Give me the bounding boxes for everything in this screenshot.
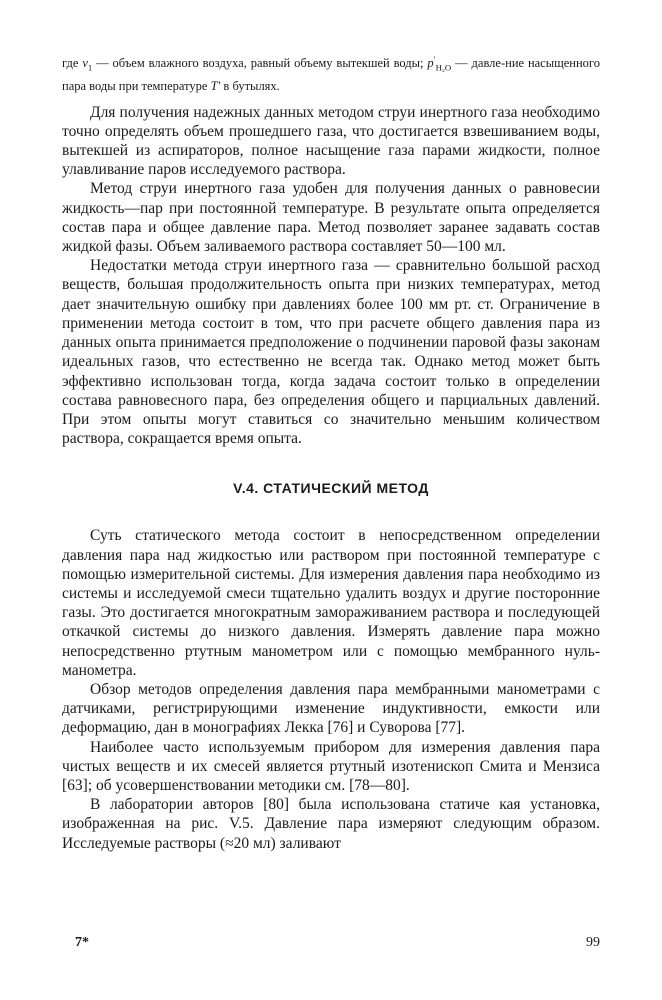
footnote-text-1: где [62,56,83,71]
var-p-subscript: H₂O [435,62,452,73]
paragraph: Обзор методов определения давления пара мембранными манометрами с датчиками, регистрирующими изменение индуктивности, емкости или деформацию, дан в монографиях Лекка [76] и Суворова [77]. [62,680,600,737]
var-p-prime: ′ [433,54,436,64]
page-body [62,50,600,853]
var-v: v [82,56,88,71]
var-t: T′ [210,79,221,94]
signature-mark: 7* [75,935,89,950]
footnote [62,50,600,96]
page-number: 99 [586,935,600,950]
var-v-subscript: 1 [87,62,93,73]
section-heading: V.4. СТАТИЧЕСКИЙ МЕТОД [233,480,429,497]
footnote-text-3: — давле-ние насыщенного пара воды при температуре [62,56,600,94]
paragraph: Недостатки метода струи инертного газа — сравнительно большой расход веществ, большая продолжительность опыта при низких температурах, метод дает значительную ошибку при давлениях более 100 мм рт. ст. Ограничение в применении метода состоит в том, что при расчете общего давления пара из данных опыта принимается предположение о подчинении паровой фазы законам идеальных газов, что естественно не всегда так. Однако метод может быть эффективно использован тогда, когда задача состоит только в определении состава равновесного пара, без определения общего и парциальных давлений. При этом опыты могут ставиться со значительно меньшим количеством раствора, сокращается время опыта. [62,257,600,448]
footnote-text-2: — объем влажного воздуха, равный объему вытекшей воды; [92,56,428,71]
paragraph: Суть статического метода состоит в непосредственном определении давления пара над жидкостью или раствором при постоянной температуре с помощью измерительной системы. Для измерения давления пара необходимо из системы и исследуемой смеси тщательно удалить воздух и другие посторонние газы. Это достигается многократным замораживанием раствора и последующей откачкой системы до низкого давления. Измерять давление пара можно непосредственно ртутным манометром или с помощью мембранного нуль-манометра. [62,527,600,679]
paragraph: Для получения надежных данных методом струи инертного газа необходимо точно определять объем прошедшего газа, что достигается взвешиванием воды, вытекшей из аспираторов, полное насыщение газа парами жидкости, полное улавливание паров исследуемого раствора. [62,103,600,179]
paragraph: Наиболее часто используемым прибором для измерения давления пара чистых веществ и их смесей является ртутный изотенископ Смита и Мензиса [63]; об усовершенствовании методики см. [78—80]. [62,738,600,794]
paragraph: Метод струи инертного газа удобен для получения данных о равновесии жидкость—пар при постоянной температуре. В результате опыта определяется состав пара и общее давление пара. Метод позволяет заранее задавать состав жидкой фазы. Объем заливаемого раствора составляет 50—100 мл. [62,180,600,256]
paragraph: В лаборатории авторов [80] была использована статиче кая установка, изображенная на рис. V.5. Давление пара измеряют следующим образом. Исследуемые растворы (≈20 мл) заливают [62,796,600,852]
footnote-text-4: в бутылях. [220,79,280,94]
var-p: p [427,56,434,71]
